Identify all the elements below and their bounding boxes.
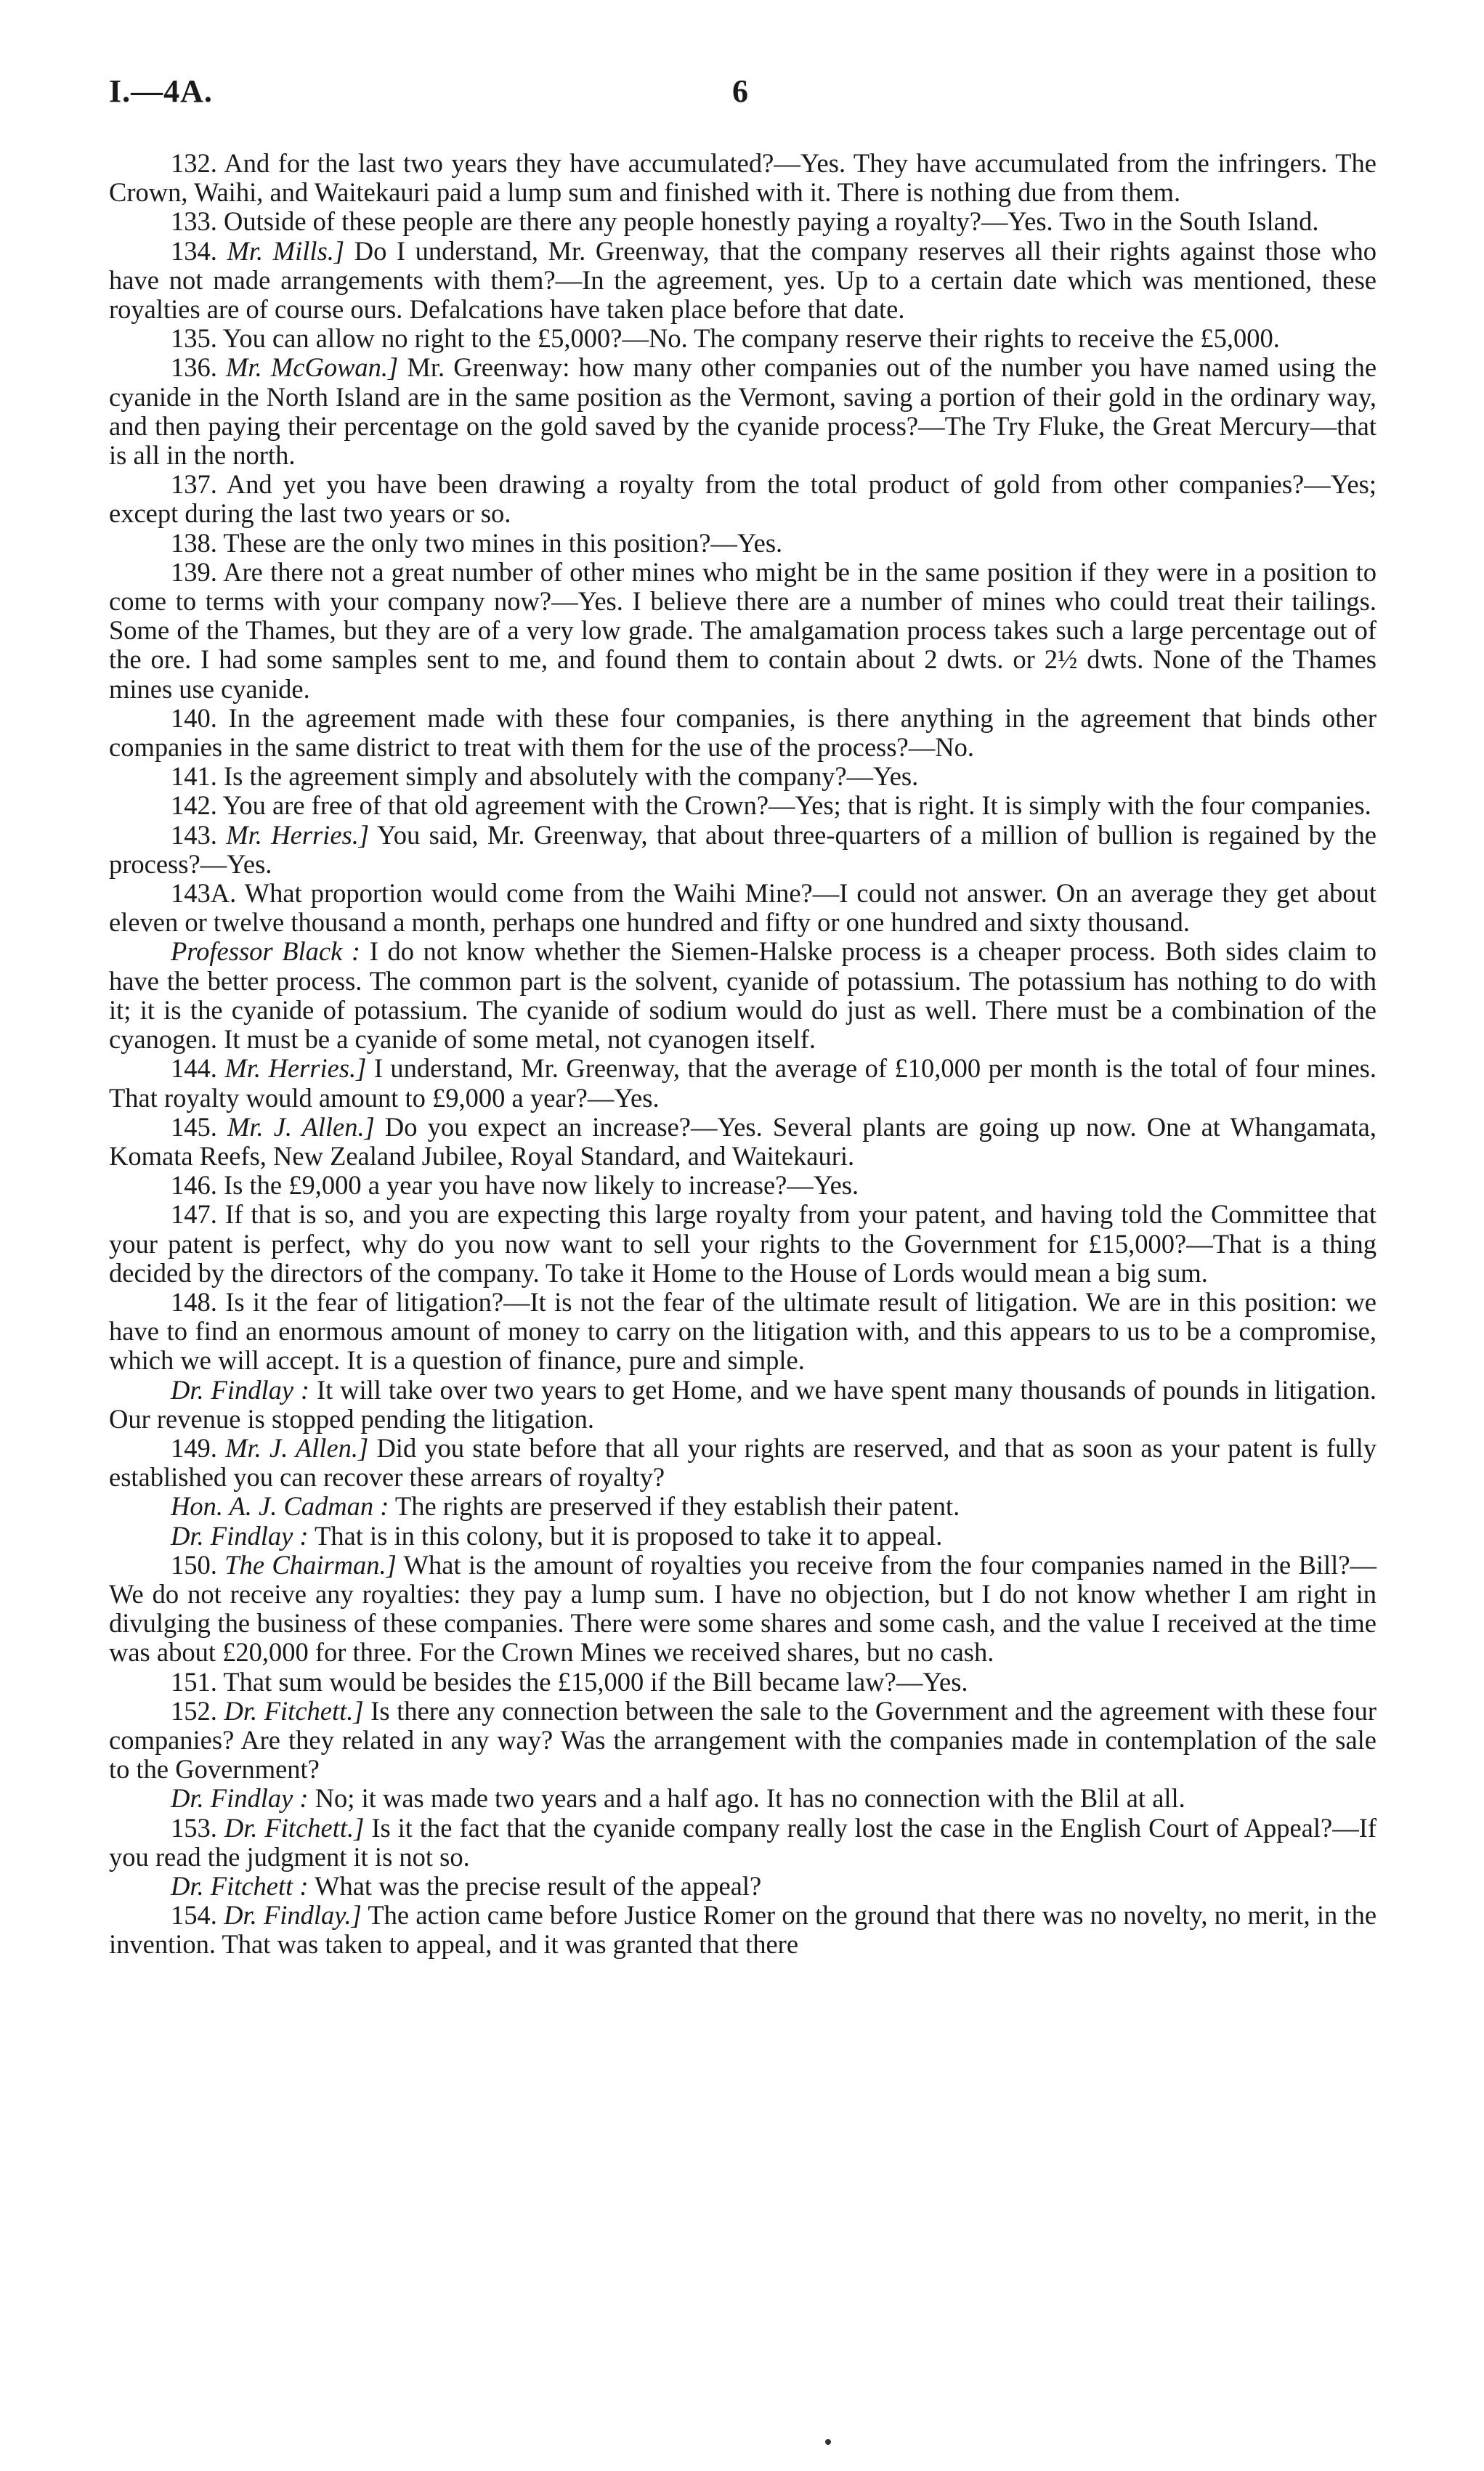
page-header — [0, 73, 1484, 116]
paragraph-text: That sum would be besides the £15,000 if the Bill became law?—Yes. — [223, 1666, 968, 1697]
paragraph-text: Is there any connection between the sale to the Government and the agreement with these four companies? Are they related in any way? Was the arrangement with the companies made in contemplation of the sale to the Government? — [109, 1695, 1377, 1785]
paragraph-text: You said, Mr. Greenway, that about three-quarters of a million of bullion is regained by the process?—Yes. — [109, 819, 1376, 879]
paragraph-text: Is the agreement simply and absolutely with the company?—Yes. — [224, 761, 919, 792]
transcript-paragraph — [109, 1697, 1376, 1785]
paragraph-text: Are there not a great number of other mines who might be in the same position if they were in a position to come to terms with your company now?—Yes. I believe there are a number of mines who could treat their tailings. Some of the Thames, but they are of a very low grade. The amalgamation process takes such a large percentage out of the ore. I had some samples sent to me, and found them to contain about 2 dwts. or 2½ dwts. None of the Thames mines use cyanide. — [109, 556, 1376, 704]
transcript-paragraph — [109, 1814, 1376, 1872]
paragraph-text: You can allow no right to the £5,000?—No. The company reserve their rights to receive the £5,000. — [222, 323, 1280, 354]
transcript-paragraph — [109, 1434, 1376, 1492]
paragraph-text: What proportion would come from the Waihi Mine?—I could not answer. On an average they get about eleven or twelve thousand a month, perhaps one hundred and fifty or one hundred and sixty thousand. — [109, 878, 1376, 938]
evidence-transcript — [109, 149, 1376, 1960]
speaker-name: Mr. Herries.] — [224, 1053, 367, 1084]
transcript-paragraph — [109, 1668, 1376, 1697]
question-number: 137. — [171, 469, 217, 500]
speaker-name: Dr. Fitchett.] — [224, 1695, 364, 1726]
speaker-name: Hon. A. J. Cadman : — [171, 1491, 389, 1522]
question-number: 132. — [171, 148, 217, 178]
paragraph-text: Is the £9,000 a year you have now likely to increase?—Yes. — [224, 1170, 859, 1201]
paragraph-text: Mr. Greenway: how many other companies out of the number you have named using the cyanide in the North Island are in the same position as the Vermont, saving a portion of their gold in the ordinary way, and then paying their percentage on the gold saved by the cyanide process?—The Try Fluke, the Great Mercury—that is all in the north. — [109, 352, 1377, 471]
paragraph-text: If that is so, and you are expecting this large royalty from your patent, and having told the Committee that your patent is perfect, why do you now want to sell your rights to the Government for £15,000?—That is a thing decided by the directors of the company. To take it Home to the House of Lords would mean a big sum. — [109, 1199, 1377, 1288]
footer-dot — [825, 2439, 831, 2445]
speaker-name: Dr. Findlay : — [171, 1520, 309, 1551]
speaker-name: Dr. Findlay.] — [224, 1900, 362, 1931]
paragraph-text: What was the precise result of the appeal? — [315, 1870, 762, 1901]
transcript-paragraph — [109, 821, 1376, 879]
paragraph-text: That is in this colony, but it is proposed to take it to appeal. — [315, 1520, 943, 1551]
transcript-paragraph — [109, 324, 1376, 353]
transcript-paragraph — [109, 558, 1376, 704]
paragraph-text: The action came before Justice Romer on the ground that there was no novelty, no merit, in the invention. That was taken to appeal, and it was granted that there — [109, 1900, 1377, 1960]
transcript-paragraph — [109, 1054, 1376, 1112]
paragraph-text: Is it the fear of litigation?—It is not the fear of the ultimate result of litigation. We are in this position: we have to find an enormous amount of money to carry on the litigation with, and this appears to us to be a compromise, which we will accept. It is a question of finance, pure and simple. — [109, 1286, 1377, 1376]
question-number: 134. — [171, 235, 217, 266]
paragraph-text: Do I understand, Mr. Greenway, that the company reserves all their rights against those who have not made arrangements with them?—In the agreement, yes. Up to a certain date which was mentioned, these royalties are of course ours. Defalcations have taken place before that date. — [109, 235, 1376, 325]
transcript-paragraph — [109, 879, 1376, 937]
transcript-paragraph — [109, 937, 1376, 1054]
speaker-name: Mr. McGowan.] — [226, 352, 399, 383]
transcript-paragraph — [109, 1171, 1376, 1200]
paragraph-text: I do not know whether the Siemen-Halske process is a cheaper process. Both sides claim to have the better process. The common part is the solvent, cyanide of potassium. The potassium has nothing to do with it; it is the cyanide of potassium. The cyanide of sodium would do just as well. There must be a combination of the cyanogen. It must be a cyanide of some metal, not cyanogen itself. — [109, 936, 1376, 1055]
speaker-name: Dr. Fitchett : — [171, 1870, 309, 1901]
question-number: 146. — [171, 1170, 217, 1201]
paragraph-text: Outside of these people are there any people honestly paying a royalty?—Yes. Two in the South Island. — [224, 206, 1319, 237]
transcript-paragraph — [109, 529, 1376, 558]
paragraph-text: These are the only two mines in this position?—Yes. — [223, 527, 783, 558]
paragraph-text: And for the last two years they have accumulated?—Yes. They have accumulated from the infringers. The Crown, Waihi, and Waitekauri paid a lump sum and finished with it. There is nothing due from them. — [109, 148, 1376, 208]
question-number: 153. — [171, 1812, 217, 1843]
transcript-paragraph — [109, 237, 1376, 325]
speaker-name: Mr. J. Allen.] — [227, 1111, 375, 1142]
transcript-paragraph — [109, 1784, 1376, 1813]
speaker-name: Mr. J. Allen.] — [225, 1432, 369, 1463]
question-number: 152. — [171, 1695, 217, 1726]
paragraph-text: Is it the fact that the cyanide company really lost the case in the English Court of Appeal?—If you read the judgment it is not so. — [109, 1812, 1377, 1872]
document-reference: I.—4A. — [109, 73, 213, 109]
paragraph-text: Did you state before that all your rights are reserved, and that as soon as your patent is fully established you can recover these arrears of royalty? — [109, 1432, 1376, 1493]
paragraph-text: Do you expect an increase?—Yes. Several plants are going up now. One at Whangamata, Komata Reefs, New Zealand Jubilee, Royal Standard, and Waitekauri. — [109, 1111, 1377, 1171]
transcript-paragraph — [109, 1522, 1376, 1551]
transcript-paragraph — [109, 1113, 1376, 1171]
paragraph-text: In the agreement made with these four companies, is there anything in the agreement that binds other companies in the same district to treat with them for the use of the process?—No. — [109, 702, 1376, 763]
paragraph-text: It will take over two years to get Home, and we have spent many thousands of pounds in litigation. Our revenue is stopped pending the litigation. — [109, 1374, 1377, 1434]
question-number: 135. — [171, 323, 217, 354]
transcript-paragraph — [109, 762, 1376, 791]
question-number: 141. — [171, 761, 217, 792]
transcript-paragraph — [109, 1376, 1376, 1434]
page-number: 6 — [732, 73, 748, 109]
question-number: 145. — [171, 1111, 217, 1142]
paragraph-text: The rights are preserved if they establish their patent. — [394, 1491, 960, 1522]
question-number: 151. — [171, 1666, 217, 1697]
question-number: 136. — [171, 352, 217, 383]
paragraph-text: You are free of that old agreement with the Crown?—Yes; that is right. It is simply with the four companies. — [222, 790, 1371, 821]
paragraph-text: I understand, Mr. Greenway, that the average of £10,000 per month is the total of four mines. That royalty would amount to £9,000 a year?—Yes. — [109, 1053, 1377, 1113]
transcript-paragraph — [109, 1872, 1376, 1901]
question-number: 140. — [171, 702, 217, 733]
question-number: 139. — [171, 556, 217, 587]
paragraph-text: No; it was made two years and a half ago. It has no connection with the Blil at all. — [315, 1783, 1185, 1814]
question-number: 147. — [171, 1199, 217, 1230]
question-number: 143A. — [171, 878, 237, 909]
transcript-paragraph — [109, 1288, 1376, 1376]
transcript-paragraph — [109, 149, 1376, 207]
question-number: 143. — [171, 819, 217, 850]
transcript-paragraph — [109, 1200, 1376, 1288]
question-number: 142. — [171, 790, 217, 821]
transcript-paragraph — [109, 791, 1376, 820]
paragraph-text: And yet you have been drawing a royalty from the total product of gold from other companies?—Yes; except during the last two years or so. — [109, 469, 1376, 529]
question-number: 148. — [171, 1286, 217, 1317]
question-number: 150. — [171, 1549, 217, 1580]
question-number: 138. — [171, 527, 217, 558]
question-number: 154. — [171, 1900, 217, 1931]
speaker-name: Professor Black : — [171, 936, 361, 967]
transcript-paragraph — [109, 1551, 1376, 1668]
speaker-name: Mr. Mills.] — [227, 235, 345, 266]
speaker-name: The Chairman.] — [224, 1549, 397, 1580]
transcript-paragraph — [109, 207, 1376, 236]
speaker-name: Mr. Herries.] — [226, 819, 370, 850]
transcript-paragraph — [109, 704, 1376, 762]
paragraph-text: What is the amount of royalties you receive from the four companies named in the Bill?—We do not receive any royalties: they pay a lump sum. I have no objection, but I do not know whether I am right in divulging the business of these companies. There were some shares and some cash, and the value I received at the time was about £20,000 for three. For the Crown Mines we received shares, but no cash. — [109, 1549, 1377, 1668]
speaker-name: Dr. Findlay : — [171, 1374, 310, 1405]
transcript-paragraph — [109, 470, 1376, 528]
question-number: 149. — [171, 1432, 217, 1463]
speaker-name: Dr. Fitchett.] — [224, 1812, 365, 1843]
question-number: 133. — [171, 206, 217, 237]
transcript-paragraph — [109, 1492, 1376, 1521]
transcript-paragraph — [109, 353, 1376, 470]
question-number: 144. — [171, 1053, 217, 1084]
transcript-paragraph — [109, 1901, 1376, 1959]
speaker-name: Dr. Findlay : — [171, 1783, 309, 1814]
